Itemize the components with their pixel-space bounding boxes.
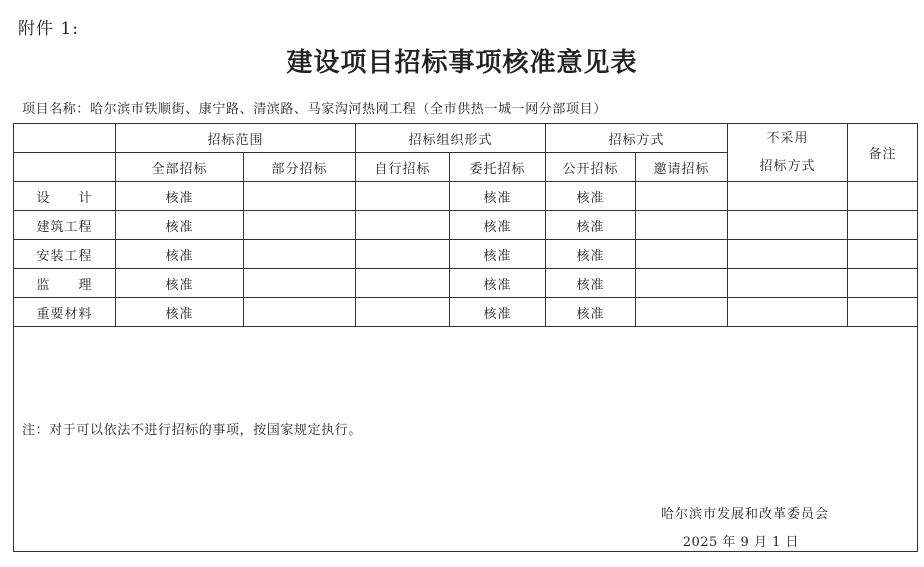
table-row <box>14 240 918 269</box>
cell-invited <box>636 269 728 298</box>
cell-invited <box>636 182 728 211</box>
cell-public: 核准 <box>546 182 636 211</box>
cell-public: 核准 <box>546 211 636 240</box>
header-full: 全部招标 <box>116 153 244 182</box>
header-not-adopted-line1: 不采用 <box>766 130 809 146</box>
table-row <box>14 211 918 240</box>
cell-public: 核准 <box>546 240 636 269</box>
cell-invited <box>636 240 728 269</box>
cell-public: 核准 <box>546 298 636 327</box>
approval-table <box>13 123 918 552</box>
note-text: 注：对于可以依法不进行招标的事项，按国家规定执行。 <box>22 423 363 438</box>
cell-entrusted: 核准 <box>450 298 546 327</box>
project-name-line: 项目名称：哈尔滨市铁顺街、康宁路、清滨路、马家沟河热网工程（全市供热一城一网分部项目） <box>22 102 607 117</box>
corner-cell-2 <box>14 153 116 182</box>
header-entrusted: 委托招标 <box>450 153 546 182</box>
cell-full: 核准 <box>116 182 244 211</box>
table-row <box>14 298 918 327</box>
header-public: 公开招标 <box>546 153 636 182</box>
cell-not-adopted <box>728 298 848 327</box>
cell-full: 核准 <box>116 211 244 240</box>
cell-self <box>356 211 450 240</box>
cell-entrusted: 核准 <box>450 269 546 298</box>
header-organization: 招标组织形式 <box>356 124 546 153</box>
header-not-adopted <box>728 124 848 182</box>
cell-self <box>356 269 450 298</box>
cell-not-adopted <box>728 182 848 211</box>
cell-partial <box>244 298 356 327</box>
cell-item: 重要材料 <box>14 298 116 327</box>
cell-entrusted: 核准 <box>450 182 546 211</box>
cell-remarks <box>848 211 918 240</box>
cell-partial <box>244 240 356 269</box>
cell-self <box>356 240 450 269</box>
issue-date: 2025 年 9 月 1 日 <box>682 535 799 550</box>
header-self: 自行招标 <box>356 153 450 182</box>
cell-remarks <box>848 269 918 298</box>
cell-self <box>356 182 450 211</box>
notes-row <box>14 327 918 552</box>
cell-not-adopted <box>728 211 848 240</box>
notes-cell <box>14 327 918 552</box>
cell-remarks <box>848 298 918 327</box>
cell-entrusted: 核准 <box>450 211 546 240</box>
cell-not-adopted <box>728 240 848 269</box>
cell-public: 核准 <box>546 269 636 298</box>
document-title: 建设项目招标事项核准意见表 <box>286 48 638 78</box>
cell-full: 核准 <box>116 298 244 327</box>
header-invited: 邀请招标 <box>636 153 728 182</box>
cell-remarks <box>848 182 918 211</box>
cell-item: 安装工程 <box>14 240 116 269</box>
header-not-adopted-line2: 招标方式 <box>759 158 816 174</box>
header-row-1 <box>14 124 918 153</box>
header-partial: 部分招标 <box>244 153 356 182</box>
header-scope: 招标范围 <box>116 124 356 153</box>
cell-partial <box>244 211 356 240</box>
cell-item: 监 理 <box>14 269 116 298</box>
cell-partial <box>244 269 356 298</box>
cell-not-adopted <box>728 269 848 298</box>
cell-invited <box>636 211 728 240</box>
issuing-organization: 哈尔滨市发展和改革委员会 <box>660 507 829 522</box>
cell-entrusted: 核准 <box>450 240 546 269</box>
cell-item: 建筑工程 <box>14 211 116 240</box>
header-method: 招标方式 <box>546 124 728 153</box>
table-row <box>14 182 918 211</box>
attachment-label: 附件 1: <box>18 19 79 39</box>
cell-full: 核准 <box>116 240 244 269</box>
cell-item: 设 计 <box>14 182 116 211</box>
corner-cell <box>14 124 116 153</box>
cell-full: 核准 <box>116 269 244 298</box>
header-remarks: 备注 <box>848 124 918 182</box>
cell-partial <box>244 182 356 211</box>
cell-remarks <box>848 240 918 269</box>
table-row <box>14 269 918 298</box>
cell-self <box>356 298 450 327</box>
cell-invited <box>636 298 728 327</box>
